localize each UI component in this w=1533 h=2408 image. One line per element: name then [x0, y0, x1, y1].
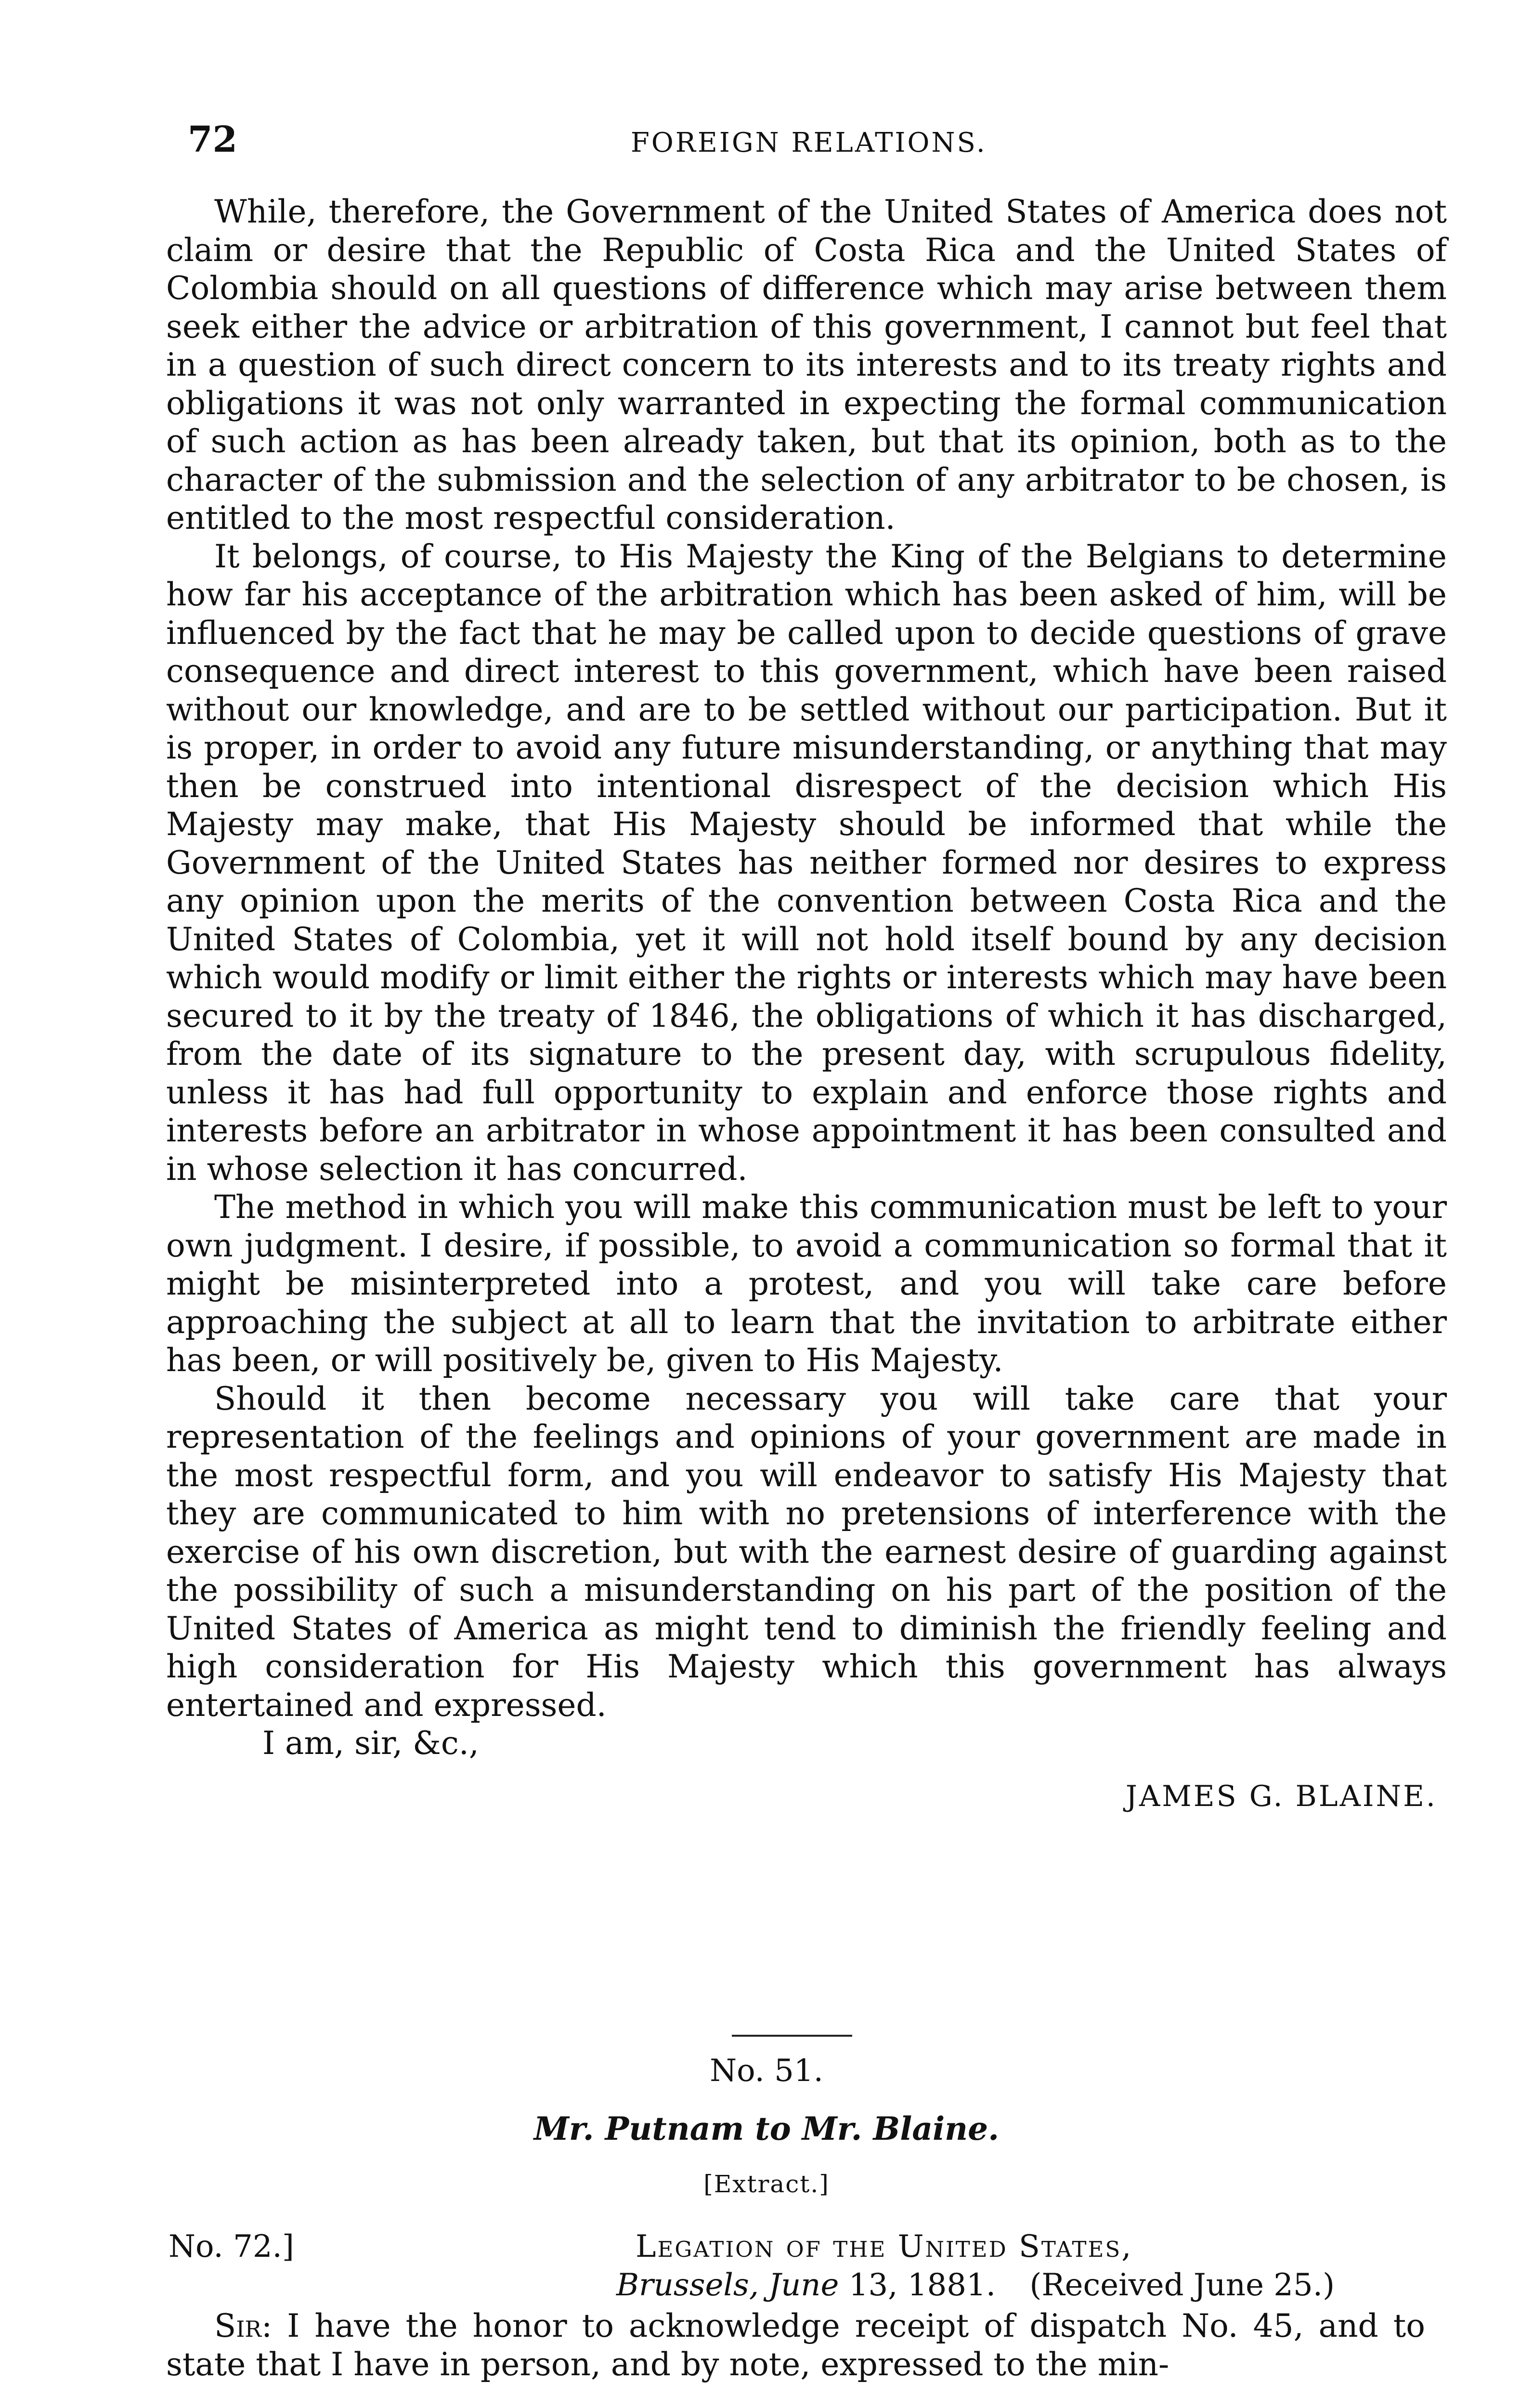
paragraph-3: The method in which you will make this communication must be left to your own judgment. I desire, if possible, to avoid a communication so formal that it might be misinterpreted into a protest, and you will take care before approaching the subject at all to learn that the invitation to arbitrate either has been, or will positively be, given to His Majesty.: [166, 1189, 1447, 1379]
date-line: [616, 2266, 1335, 2304]
opening-paragraph: [166, 2307, 1425, 2384]
opening-text: : I have the honor to acknowledge receipt of dispatch No. 45, and to state that I have in person, and by note, expressed to the min-: [166, 2307, 1425, 2383]
closing-line: I am, sir, &c.,: [262, 1725, 479, 1762]
day-year: 13, 1881.: [848, 2267, 996, 2303]
dispatch-number: No. 72.]: [169, 2229, 294, 2264]
received-date: (Received June 25.): [1029, 2267, 1335, 2303]
place-date: Brussels, June: [616, 2267, 839, 2303]
salutation: Sir: [214, 2307, 262, 2344]
signature: JAMES G. BLAINE.: [1125, 1780, 1437, 1813]
paragraph-1: While, therefore, the Government of the United States of America does not claim or desire that the Republic of Costa Rica and the United States of Colombia should on all questions of difference which may arise between them seek either the advice or arbitration of this government, I cannot but feel that in a question of such direct concern to its interests and to its treaty rights and obligations it was not only warranted in expecting the formal communication of such action as has been already taken, but that its opinion, both as to the character of the submission and the selection of any arbitrator to be chosen, is entitled to the most respectful consideration.: [166, 193, 1447, 537]
page-number: 72: [188, 119, 237, 160]
paragraph-2: It belongs, of course, to His Majesty the King of the Belgians to determine how far his acceptance of the arbitration which has been asked of him, will be influenced by the fact that he may be called upon to decide questions of grave consequence and direct interest to this government, which have been raised without our knowledge, and are to be settled without our participation. But it is proper, in order to avoid any future misunderstanding, or anything that may then be construed into intentional disrespect of the decision which His Majesty may make, that His Majesty should be informed that while the Government of the United States has neither formed nor desires to express any opinion upon the merits of the convention between Costa Rica and the United States of Colombia, yet it will not hold itself bound by any decision which would modify or limit either the rights or interests which may have been secured to it by the treaty of 1846, the obligations of which it has discharged, from the date of its signature to the present day, with scrupulous fidelity, unless it has had full opportunity to explain and enforce those rights and interests before an arbitrator in whose appointment it has been consulted and in whose selection it has concurred.: [166, 537, 1447, 1188]
paragraph-4: Should it then become necessary you will take care that your representation of the feelings and opinions of your government are made in the most respectful form, and you will endeavor to satisfy His Majesty that they are communicated to him with no pretensions of interference with the exercise of his own discretion, but with the earnest desire of guarding against the possibility of such a misunderstanding on his part of the position of the United States of America as might tend to diminish the friendly feeling and high consideration for His Majesty which this government has always entertained and expressed.: [166, 1380, 1447, 1724]
section-divider: [732, 2035, 852, 2037]
legation-line: Legation of the United States,: [636, 2229, 1133, 2264]
letter-body: [166, 193, 1447, 1816]
extract-label: [Extract.]: [703, 2170, 830, 2198]
running-title: FOREIGN RELATIONS.: [631, 127, 987, 158]
document-number: No. 51.: [710, 2053, 823, 2089]
running-head: [188, 118, 1449, 176]
document-heading: Mr. Putnam to Mr. Blaine.: [533, 2110, 1000, 2147]
